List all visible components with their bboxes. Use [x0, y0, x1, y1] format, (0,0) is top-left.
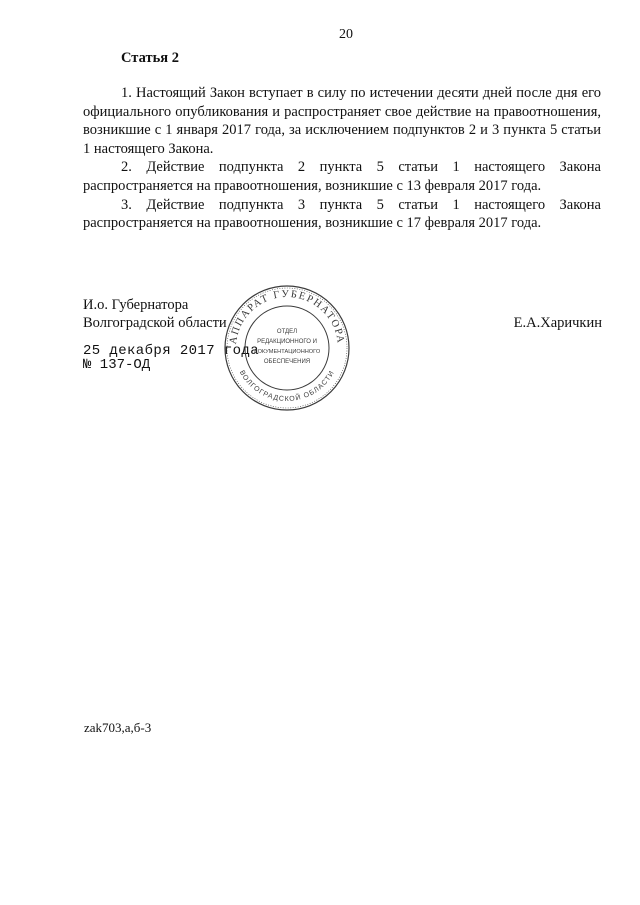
article-body	[83, 84, 601, 233]
paragraph-2: 2. Действие подпункта 2 пункта 5 статьи 1 настоящего Закона распространяется на правоотношения, возникшие с 13 февраля 2017 года.	[83, 159, 601, 194]
registration-number: № 137-ОД	[83, 357, 151, 373]
signatory-title-line1: И.о. Губернатора	[83, 297, 189, 313]
stamp-inner-line1: ОТДЕЛ	[276, 329, 298, 335]
paragraph-3: 3. Действие подпункта 3 пункта 5 статьи 1 настоящего Закона распространяется на правоотношения, возникшие с 17 февраля 2017 года.	[83, 196, 601, 232]
page-number: 20	[339, 27, 353, 42]
paragraph-1: 1. Настоящий Закон вступает в силу по истечении десяти дней после дня его официального опубликования и распространяет свое действие на правоотношения, возникшие с 1 января 2017 года, за исключением подпунктов 2 и 3 пункта 5 статьи 1 настоящего Закона.	[83, 85, 601, 157]
stamp-outer-bottom: ВОЛГОГРАДСКОЙ ОБЛАСТИ	[237, 369, 337, 404]
svg-text:АППАРАТ ГУБЕРНАТОРА	[228, 289, 346, 345]
stamp-inner-line2: РЕДАКЦИОННОГО И	[257, 339, 317, 345]
registration-date: 25 декабря 2017 года	[83, 343, 260, 359]
footer-document-code: zak703,а,б-3	[84, 720, 152, 735]
stamp-outer-top: АППАРАТ ГУБЕРНАТОРА	[228, 288, 346, 346]
stamp-inner-line3: ДОКУМЕНТАЦИОННОГО	[253, 349, 321, 355]
official-seal-stamp	[222, 283, 352, 413]
svg-text:ВОЛГОГРАДСКОЙ ОБЛАСТИ	[238, 369, 336, 403]
signatory-name: Е.А.Харичкин	[513, 315, 602, 331]
stamp-inner-line4: ОБЕСПЕЧЕНИЯ	[263, 359, 311, 365]
signatory-title-line2: Волгоградской области	[83, 315, 227, 331]
article-title: Статья 2	[121, 50, 179, 66]
